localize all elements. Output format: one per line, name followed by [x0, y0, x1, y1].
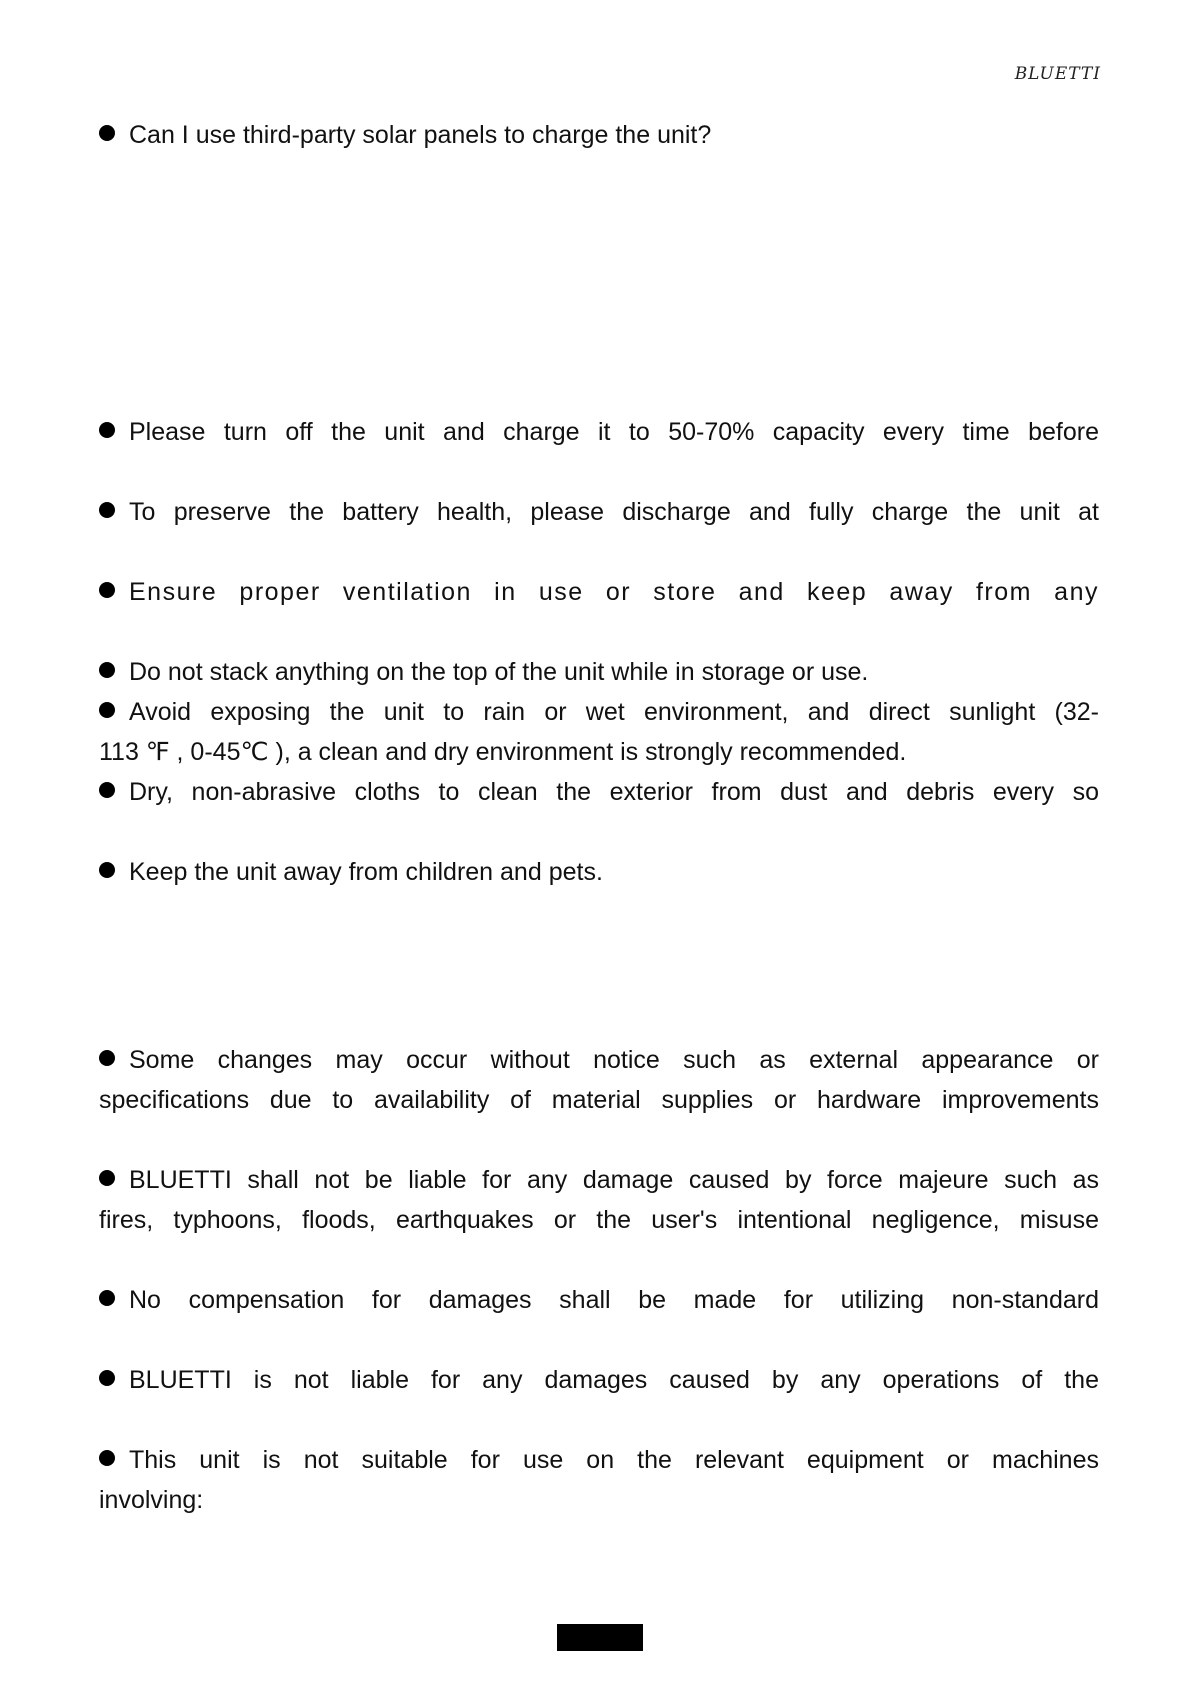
item-text: Please turn off the unit and charge it to 50-70% capacity every time before — [129, 418, 1099, 446]
list-item — [99, 492, 1099, 532]
bullet-icon — [99, 1050, 115, 1066]
list-item — [99, 412, 1099, 452]
list-item — [99, 772, 1099, 812]
bullet-icon — [99, 1370, 115, 1386]
item-text: To preserve the battery health, please discharge and fully charge the unit at — [129, 498, 1099, 526]
list-item-continuation: fires, typhoons, floods, earthquakes or the user's intentional negligence, misuse — [99, 1206, 1099, 1234]
list-item — [99, 1040, 1099, 1080]
bullet-icon — [99, 862, 115, 878]
page-number-block — [557, 1624, 643, 1651]
bullet-icon — [99, 582, 115, 598]
list-item-continuation: involving: — [99, 1486, 204, 1514]
list-item — [99, 852, 1099, 892]
item-text: No compensation for damages shall be made for utilizing non-standard — [129, 1286, 1099, 1314]
bullet-icon — [99, 1450, 115, 1466]
bullet-icon — [99, 702, 115, 718]
item-text: Avoid exposing the unit to rain or wet environment, and direct sunlight (32- — [129, 698, 1099, 726]
list-item — [99, 1280, 1099, 1320]
bullet-icon — [99, 1170, 115, 1186]
item-text: BLUETTI shall not be liable for any damage caused by force majeure such as — [129, 1166, 1099, 1194]
item-text: Some changes may occur without notice such as external appearance or — [129, 1046, 1099, 1074]
bullet-icon — [99, 1290, 115, 1306]
list-item — [99, 1160, 1099, 1200]
list-item-continuation: specifications due to availability of material supplies or hardware improvements — [99, 1086, 1099, 1114]
list-item — [99, 652, 1099, 692]
list-item-continuation: 113 ℉ , 0-45℃ ), a clean and dry environment is strongly recommended. — [99, 738, 907, 766]
bullet-icon — [99, 662, 115, 678]
brand-logo: BLUETTI — [1014, 64, 1101, 84]
bullet-icon — [99, 502, 115, 518]
item-text: Do not stack anything on the top of the unit while in storage or use. — [129, 658, 869, 686]
list-item — [99, 572, 1099, 612]
list-item — [99, 1440, 1099, 1480]
item-text: Keep the unit away from children and pets. — [129, 858, 603, 886]
item-text: Can I use third-party solar panels to charge the unit? — [129, 121, 712, 149]
item-text: This unit is not suitable for use on the relevant equipment or machines — [129, 1446, 1099, 1474]
list-item — [99, 1360, 1099, 1400]
item-text: Dry, non-abrasive cloths to clean the exterior from dust and debris every so — [129, 778, 1099, 806]
item-text: BLUETTI is not liable for any damages caused by any operations of the — [129, 1366, 1099, 1394]
bullet-icon — [99, 782, 115, 798]
item-text: Ensure proper ventilation in use or store and keep away from any — [129, 578, 1099, 606]
faq-question — [99, 115, 1099, 155]
bullet-icon — [99, 125, 115, 141]
bullet-icon — [99, 422, 115, 438]
list-item — [99, 692, 1099, 732]
